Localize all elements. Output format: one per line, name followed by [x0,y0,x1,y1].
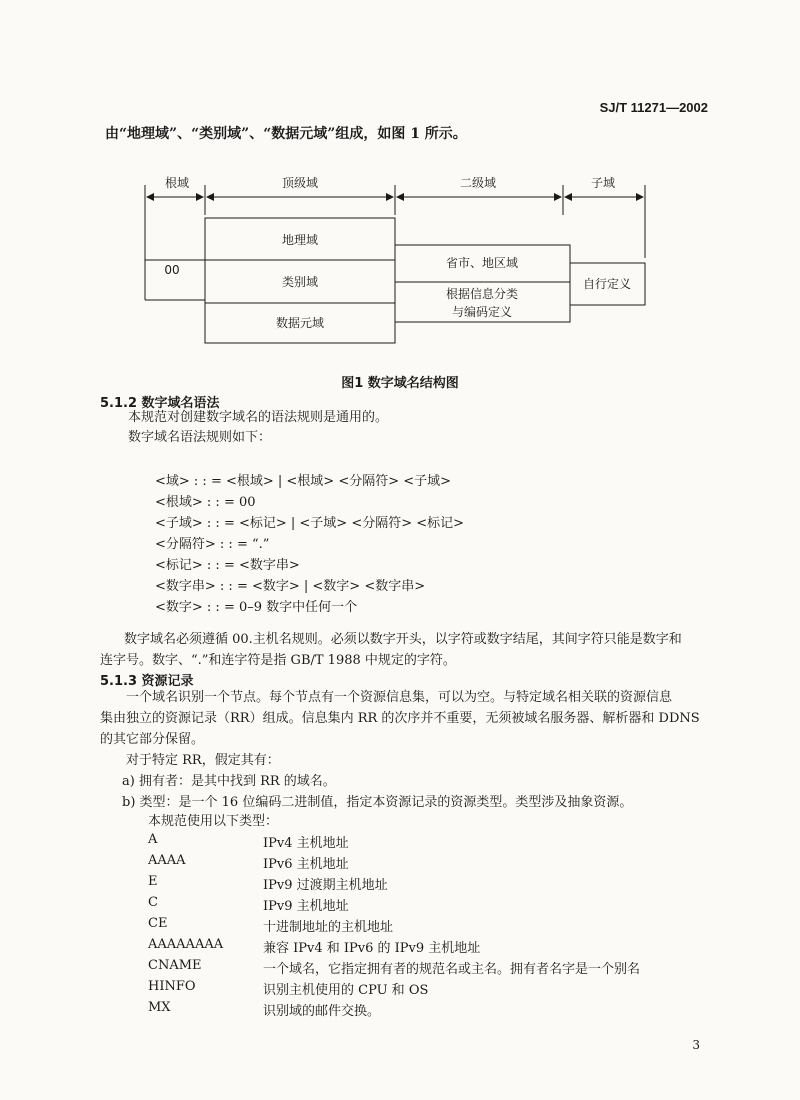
section-513-line-1: 一个域名识别一个节点。每个节点有一个资源信息集，可以为空。与特定域名相关联的资源信息 [126,690,673,705]
type-code: HINFO [148,979,196,994]
province-text: 省市、地区域 [445,256,519,270]
domain-structure-diagram [0,0,800,380]
type-desc: 十进制地址的主机地址 [263,920,394,935]
geo-domain-text: 地理域 [281,233,319,247]
type-code: C [148,895,158,910]
type-code: CNAME [148,958,202,973]
section-513-line-2: 集由独立的资源记录（RR）组成。信息集内 RR 的次序并不重要，无须被域名服务器、解析器和 DDNS [100,711,700,726]
second-domain-label: 二级域 [459,176,497,190]
grammar-rule: <数字串> : : = <数字> | <数字> <数字串> [155,579,426,594]
category-domain-text: 类别域 [281,275,319,289]
type-row [148,874,640,895]
type-code: A [148,832,158,847]
type-row [148,1000,640,1021]
type-desc: IPv4 主机地址 [263,836,349,851]
types-intro: 本规范使用以下类型： [148,814,279,829]
document-code: SJ/T 11271—2002 [599,100,708,115]
type-desc: IPv9 过渡期主机地址 [263,878,388,893]
section-512-heading: 5.1.2 数字域名语法 [100,396,220,411]
rr-intro: 对于特定 RR，假定其有： [126,753,280,768]
classification-text-2: 与编码定义 [451,305,513,319]
type-row [148,958,640,979]
grammar-rules [155,470,464,617]
type-row [148,853,640,874]
type-desc: 识别域的邮件交换。 [263,1004,381,1019]
type-desc: IPv6 主机地址 [263,857,349,872]
type-row [148,916,640,937]
type-code: E [148,874,158,889]
grammar-rule: <域> : : = <根域> | <根域> <分隔符> <子域> [155,474,452,489]
root-value-text: 00 [164,263,180,277]
section-513-line-3: 的其它部分保留。 [100,732,205,747]
type-row [148,979,640,1000]
type-row [148,895,640,916]
type-row [148,937,640,958]
type-desc: IPv9 主机地址 [263,899,349,914]
type-code: MX [148,1000,171,1015]
type-code: AAAAAAAA [148,937,224,952]
type-desc: 兼容 IPv4 和 IPv6 的 IPv9 主机地址 [263,941,481,956]
section-512-p2: 数字域名语法规则如下： [128,430,272,445]
rule-line-2: 连字号。数字、“.”和连字符是指 GB/T 1988 中规定的字符。 [100,653,456,668]
grammar-rule: <子域> : : = <标记> | <子域> <分隔符> <标记> [155,516,465,531]
type-desc: 一个域名，它指定拥有者的规范名或主名。拥有者名字是一个别名 [263,962,641,977]
page-number: 3 [692,1038,700,1052]
figure-caption: 图1 数字域名结构图 [341,376,459,391]
data-element-domain-text: 数据元域 [275,316,325,330]
rule-line-1: 数字域名必须遵循 00.主机名规则。必须以数字开头，以字符或数字结尾，其间字符只能是数字和 [124,632,682,647]
sub-domain-label: 子域 [590,176,616,190]
section-513-heading: 5.1.3 资源记录 [100,674,194,689]
types-table [148,832,640,1021]
top-domain-label: 顶级域 [281,176,319,190]
grammar-rule: <根域> : : = 00 [155,495,256,510]
type-code: AAAA [148,853,186,868]
item-a: a) 拥有者：是其中找到 RR 的域名。 [122,774,336,789]
grammar-rule: <分隔符> : : = “.” [155,537,270,552]
intro-paragraph: 由“地理域”、“类别域”、“数据元域”组成，如图 1 所示。 [105,126,467,142]
item-b: b) 类型：是一个 16 位编码二进制值，指定本资源记录的资源类型。类型涉及抽象资源。 [122,795,633,810]
classification-text-1: 根据信息分类 [445,287,519,301]
custom-text: 自行定义 [582,277,632,291]
type-row [148,832,640,853]
section-512-p1: 本规范对创建数字域名的语法规则是通用的。 [128,410,389,425]
type-code: CE [148,916,168,931]
type-desc: 识别主机使用的 CPU 和 OS [263,983,429,998]
grammar-rule: <数字> : : = 0–9 数字中任何一个 [155,600,358,615]
grammar-rule: <标记> : : = <数字串> [155,558,300,573]
root-domain-label: 根域 [164,176,190,190]
